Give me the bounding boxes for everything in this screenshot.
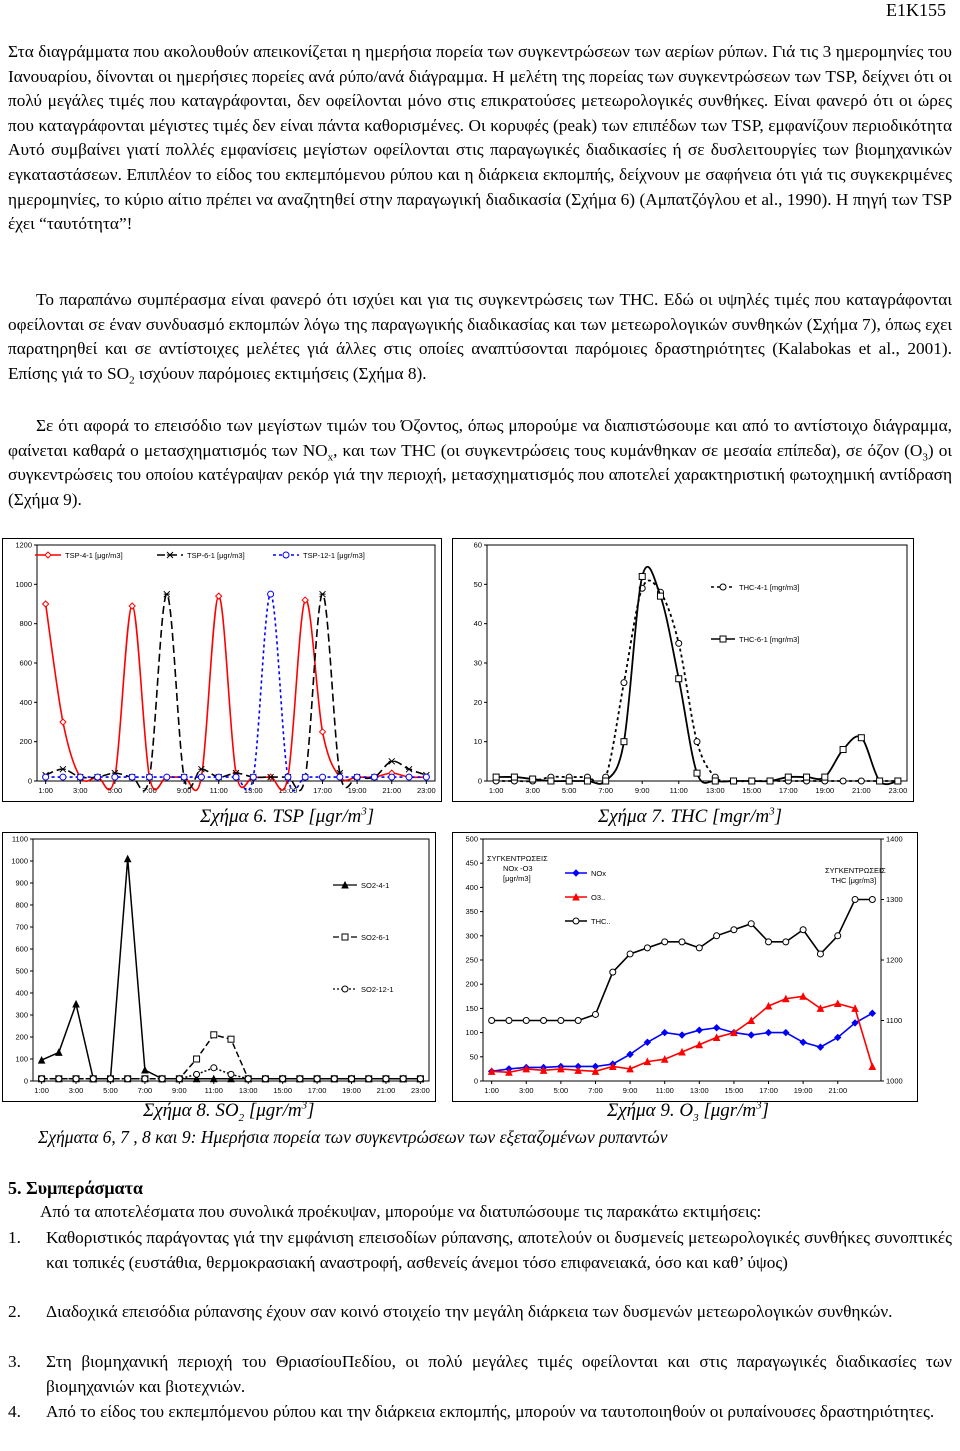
x-tick-label: 5:00 <box>107 786 123 795</box>
data-point <box>610 969 616 975</box>
paragraph-2: Το παραπάνω συμπέρασμα είναι φανερό ότι ισχύει και για τις συγκεντρώσεις των THC. Εδώ οι υψηλές τιμές που καταγράφονται οφείλονται σε έναν συνδυασμό εκπομπών λόγω της παραγωγικής διαδικασίας και των μετεωρολογικών συνθηκών (Σχήμα 7), όπως εχει παρατηρηθεί και σε αντίστοιχες μελέτες γιά άλλες στις οποίες αναπτύσονται παρόμοιες δραστηριότητες (Kalabokas et al., 2001). Επίσης γιά το $SO_2$ ισχύουν παρόμοιες εκτιμήσεις (Σχήμα 8). <box>8 290 952 387</box>
data-point <box>840 778 846 784</box>
data-point <box>869 897 875 903</box>
x-tick-label: 9:00 <box>634 786 650 795</box>
y-tick-label: 1000 <box>15 579 32 589</box>
data-point <box>662 939 668 945</box>
y2-axis-label: ΣΥΓΚΕΝΤΡΩΣΕΙΣ <box>825 866 886 875</box>
y-tick-label: 400 <box>19 697 32 707</box>
legend-label: NOx <box>591 869 606 878</box>
legend-marker <box>283 552 289 558</box>
x-tick-label: 23:00 <box>416 786 436 795</box>
data-point <box>603 778 609 784</box>
x-tick-label: 13:00 <box>238 1086 258 1095</box>
data-point <box>43 774 49 780</box>
data-point <box>621 739 627 745</box>
y-tick-label: 800 <box>19 619 32 629</box>
paragraph-3: Σε ότι αφορά το επεισόδιο των μεγίστων τιμών του Όζοντος, όπως μπορούμε να διαπιστώσουμε και από το αντίστοιχο διάγραμμα, φαίνεται καθαρά ο μετασχηματισμός των $NO_x$, και των THC (οι συγκεντρώσεις τους κυμάνθηκαν σε μεσαία επίπεδα), σε όζον $(O_3)$ οι συγκεντρώσεις του οποίου κατέγραψαν ρεκόρ γιά την περιοχή, μετασχηματισμός που αποτελεί χαρακτηριστική φωτοχημική αντίδραση (Σχήμα 9). <box>8 416 952 509</box>
data-point <box>164 774 170 780</box>
legend-label: THC-4-1 [mgr/m3] <box>739 583 800 592</box>
chart-fig8-so2 <box>2 832 436 1102</box>
data-point <box>749 778 755 784</box>
data-point <box>198 774 204 780</box>
data-point <box>297 1076 303 1082</box>
caption-fig7: Σχήμα 7. THC $[mgr/m^3]$ <box>598 805 782 827</box>
legend-label: THC.. <box>591 917 611 926</box>
y-tick-label: 50 <box>473 579 482 589</box>
data-point <box>804 774 810 780</box>
data-point <box>767 778 773 784</box>
y-tick-label: 600 <box>15 944 28 954</box>
data-point <box>228 1071 234 1077</box>
data-point <box>194 1071 200 1077</box>
y-tick-label: 150 <box>465 1003 478 1013</box>
x-tick-label: 3:00 <box>525 786 540 795</box>
legend-label: TSP-4-1 [μgr/m3] <box>65 551 123 560</box>
data-point <box>766 939 772 945</box>
x-tick-label: 15:00 <box>273 1086 293 1095</box>
y-tick-label: 200 <box>15 1032 28 1042</box>
data-point <box>676 676 682 682</box>
page-code: E1K155 <box>886 0 946 20</box>
paragraph-1: Στα διαγράμματα που ακολουθούν απεικονίζεται η ημερήσια πορεία των συγκεντρώσεων των αερίων ρύπων. Γιά τις 3 ημερομηνίες του Ιανουαρίου, δίνονται οι ημερήσιες πορείες ανά ρύπο/ανά διάγραμμα. Η μελέτη της πορείας των συγκεντρώσεων των TSP, δείχνει ότι οι πολύ μεγάλες τιμές που καταγράφονται, δεν οφείλονται μόνο στις επικρατούσες μετεωρολογικές συνθήκες. Είναι φανερό ότι οι ώρες που καταγράφονται μέγιστες τιμές δεν είναι πάντα καθορισμένες. Οι κορυφές (peak) των επιπέδων των TSP, εμφανίζουν περιοδικότητα Αυτό συμβαίνει γιατί πολλές εμφανίσεις μεγίστων οφείλονται στις παραγωγικές διαδικασίες ή σε δυσλειτουργίες των βιομηχανικών εγκαταστάσεων. Επιπλέον το είδος του εκπεμπόμενου ρύπου και η διάρκεια εκπομπής, δείχνουν με σαφήνεια ότι γιά τις συγκεκριμένες ημερομηνίες, το κύριο αίτιο πρέπει να αναζητηθεί στην παραγωγική διαδικασία (Σχήμα 6) (Αμπατζόγλου et al., 1990). Η πηγή των TSP έχει “ταυτότητα”! <box>8 42 952 234</box>
x-tick-label: 13:00 <box>705 786 725 795</box>
legend-label: TSP-12-1 [μgr/m3] <box>303 551 365 560</box>
y-tick-label: 0 <box>23 1076 28 1086</box>
x-tick-label: 7:00 <box>598 786 614 795</box>
y-tick-label: 1000 <box>11 856 28 866</box>
data-point <box>389 774 395 780</box>
data-point <box>216 774 222 780</box>
section-title: 5. Συμπεράσματα <box>8 1178 143 1198</box>
y-tick-label: 400 <box>15 988 28 998</box>
data-point <box>785 774 791 780</box>
chart-fig7-thc <box>452 538 914 802</box>
x-tick-label: 5:00 <box>561 786 577 795</box>
x-tick-label: 21:00 <box>376 1086 396 1095</box>
y2-tick-label: 1400 <box>886 834 903 844</box>
x-tick-label: 17:00 <box>759 1086 778 1095</box>
list-item: 4. Από το είδος του εκπεμπόμενου ρύπου και την διάρκεια εκπομπής, μπορούν να ταυτοποιηθούν οι ρυπαίνουσες δραστηριότητες. <box>8 1402 935 1421</box>
data-point <box>895 778 901 784</box>
caption-fig6: Σχήμα 6. TSP $[\mu gr/m^3]$ <box>200 805 375 827</box>
data-point <box>679 939 685 945</box>
data-point <box>835 933 841 939</box>
data-point <box>731 927 737 933</box>
chart-fig6-tsp <box>2 538 442 802</box>
y-tick-label: 0 <box>27 776 32 786</box>
data-point <box>125 1076 131 1082</box>
data-point <box>129 774 135 780</box>
legend-marker <box>720 636 726 642</box>
data-point <box>262 1076 268 1082</box>
data-point <box>712 778 718 784</box>
x-tick-label: 13:00 <box>689 1086 709 1095</box>
data-point <box>858 735 864 741</box>
data-point <box>558 1018 564 1024</box>
y-tick-label: 100 <box>15 1054 28 1064</box>
data-point <box>858 778 864 784</box>
x-tick-label: 1:00 <box>484 1086 499 1095</box>
x-tick-label: 15:00 <box>278 786 298 795</box>
data-point <box>731 778 737 784</box>
data-point <box>584 778 590 784</box>
data-point <box>371 774 377 780</box>
data-point <box>302 774 308 780</box>
y-tick-label: 500 <box>465 834 478 844</box>
y-tick-label: 40 <box>473 619 482 629</box>
x-tick-label: 17:00 <box>307 1086 327 1095</box>
data-point <box>107 1076 113 1082</box>
legend-label: SO2-6-1 <box>361 933 390 942</box>
x-tick-label: 19:00 <box>347 786 367 795</box>
data-point <box>245 1076 251 1082</box>
y-tick-label: 200 <box>465 979 478 989</box>
y2-tick-label: 1300 <box>886 895 903 904</box>
y-tick-label: 100 <box>465 1028 478 1038</box>
x-tick-label: 9:00 <box>176 786 192 795</box>
y-tick-label: 500 <box>15 966 28 976</box>
legend-label: O3.. <box>591 893 606 902</box>
data-point <box>176 1076 182 1082</box>
data-point <box>181 774 187 780</box>
x-tick-label: 17:00 <box>313 786 332 795</box>
y-tick-label: 250 <box>465 955 478 965</box>
x-tick-label: 15:00 <box>724 1086 744 1095</box>
plot-area <box>487 545 907 781</box>
data-point <box>511 774 517 780</box>
list-item: 1. Καθοριστικός παράγοντας γιά την εμφάνιση επεισοδίων ρύπανσης, αποτελούν οι δυσμενείς μετεωρολογικές συνθήκες συνοπτικές και τοπικές (ευστάθια, θερμοκρασιακή αναστροφή, ασθενείς άνεμοι τόσο επιφανειακά, όσο και καθ’ ύψος) <box>8 1228 952 1272</box>
data-point <box>314 1076 320 1082</box>
data-point <box>73 1076 79 1082</box>
data-point <box>211 1032 217 1038</box>
data-point <box>800 927 806 933</box>
data-point <box>817 951 823 957</box>
legend-label: SO2-12-1 <box>361 985 394 994</box>
data-point <box>159 1076 165 1082</box>
figures-caption: Σχήματα 6, 7 , 8 και 9: Ημερήσια πορεία των συγκεντρώσεων των εξεταζομένων ρυπαντών <box>38 1127 668 1147</box>
data-point <box>506 1018 512 1024</box>
plot-area <box>33 839 429 1081</box>
legend-marker <box>720 584 726 590</box>
data-point <box>56 1076 62 1082</box>
x-tick-label: 1:00 <box>34 1086 49 1095</box>
data-point <box>142 1076 148 1082</box>
data-point <box>366 1076 372 1082</box>
y-tick-label: 200 <box>19 737 32 747</box>
data-point <box>566 778 572 784</box>
list-item: 2. Διαδοχικά επεισόδια ρύπανσης έχουν σαν κοινό στοιχείο την μεγάλη διάρκεια των δυσμενών μετεωρολογικών συνθηκών. <box>8 1302 893 1321</box>
y-tick-label: 1200 <box>15 540 32 550</box>
data-point <box>644 945 650 951</box>
data-point <box>331 1076 337 1082</box>
data-point <box>39 1076 45 1082</box>
y-tick-label: 50 <box>469 1052 478 1062</box>
data-point <box>822 774 828 780</box>
data-point <box>694 739 700 745</box>
y-tick-label: 60 <box>473 540 482 550</box>
x-tick-label: 1:00 <box>488 786 504 795</box>
y-tick-label: 450 <box>465 858 478 868</box>
x-tick-label: 3:00 <box>72 786 88 795</box>
legend-marker <box>342 986 348 992</box>
x-tick-label: 13:00 <box>243 786 263 795</box>
data-point <box>657 593 663 599</box>
x-tick-label: 9:00 <box>172 1086 187 1095</box>
data-point <box>280 1076 286 1082</box>
x-tick-label: 19:00 <box>342 1086 361 1095</box>
data-point <box>541 1018 547 1024</box>
x-tick-label: 17:00 <box>778 786 798 795</box>
y-tick-label: 1100 <box>11 834 28 844</box>
legend-marker <box>342 934 348 940</box>
data-point <box>146 774 152 780</box>
data-point <box>406 774 412 780</box>
data-point <box>676 640 682 646</box>
y2-tick-label: 1100 <box>886 1016 903 1025</box>
data-point <box>592 1011 598 1017</box>
data-point <box>400 1076 406 1082</box>
x-tick-label: 11:00 <box>209 786 228 795</box>
caption-fig9: Σχήμα 9. $O_3$ $[\mu gr/m^3]$ <box>607 1099 770 1124</box>
caption-fig8: Σχήμα 8. $SO_2$ $[\mu gr/m^3]$ <box>143 1099 315 1124</box>
y-tick-label: 400 <box>465 882 478 892</box>
x-tick-label: 11:00 <box>669 786 688 795</box>
data-point <box>60 774 66 780</box>
chart-fig9-o3 <box>452 832 918 1102</box>
y2-tick-label: 1000 <box>886 1076 903 1086</box>
x-tick-label: 3:00 <box>518 1086 534 1095</box>
x-tick-label: 11:00 <box>655 1086 674 1095</box>
y-tick-label: 800 <box>15 900 28 910</box>
data-point <box>268 591 274 597</box>
x-tick-label: 21:00 <box>382 786 402 795</box>
data-point <box>228 1036 234 1042</box>
x-tick-label: 7:00 <box>137 1086 153 1095</box>
data-point <box>211 1065 217 1071</box>
x-tick-label: 5:00 <box>553 1086 569 1095</box>
data-point <box>383 1076 389 1082</box>
data-point <box>530 776 536 782</box>
data-point <box>354 774 360 780</box>
y-tick-label: 300 <box>15 1010 28 1020</box>
x-tick-label: 15:00 <box>742 786 762 795</box>
data-point <box>694 770 700 776</box>
legend-label: TSP-6-1 [μgr/m3] <box>187 551 245 560</box>
legend-label: THC-6-1 [mgr/m3] <box>739 635 800 644</box>
y2-axis-label: THC [μgr/m3] <box>831 876 877 885</box>
y-tick-label: 700 <box>15 922 28 932</box>
data-point <box>349 1076 355 1082</box>
list-item: 3. Στη βιομηχανική περιοχή του ΘριασίουΠεδίου, οι πολύ μεγάλες τιμές οφείλονται και στις παραγωγικές διαδικασίες των βιομηχανιών και βιοτεχνιών. <box>8 1352 952 1396</box>
data-point <box>523 1018 529 1024</box>
x-tick-label: 19:00 <box>793 1086 813 1095</box>
data-point <box>639 573 645 579</box>
data-point <box>285 774 291 780</box>
data-point <box>90 1076 96 1082</box>
legend-label: SO2-4-1 <box>361 881 390 890</box>
data-point <box>194 1056 200 1062</box>
data-point <box>493 774 499 780</box>
data-point <box>489 1018 495 1024</box>
y-tick-label: 0 <box>477 776 482 786</box>
data-point <box>548 778 554 784</box>
data-point <box>337 774 343 780</box>
data-point <box>748 921 754 927</box>
x-tick-label: 11:00 <box>204 1086 223 1095</box>
data-point <box>112 774 118 780</box>
x-tick-label: 23:00 <box>888 786 908 795</box>
data-point <box>77 774 83 780</box>
x-tick-label: 1:00 <box>38 786 53 795</box>
data-point <box>621 680 627 686</box>
y-tick-label: 300 <box>465 931 478 941</box>
data-point <box>250 774 256 780</box>
data-point <box>840 747 846 753</box>
legend-marker <box>573 918 579 924</box>
y-tick-label: 900 <box>15 878 28 888</box>
data-point <box>95 774 101 780</box>
data-point <box>852 897 858 903</box>
data-point <box>627 951 633 957</box>
plot-area <box>37 545 435 781</box>
data-point <box>423 774 429 780</box>
data-point <box>783 939 789 945</box>
x-tick-label: 21:00 <box>851 786 871 795</box>
x-tick-label: 19:00 <box>815 786 835 795</box>
x-tick-label: 21:00 <box>828 1086 848 1095</box>
y-tick-label: 350 <box>465 907 478 917</box>
y-tick-label: 20 <box>473 697 482 707</box>
data-point <box>696 945 702 951</box>
data-point <box>233 774 239 780</box>
y2-tick-label: 1200 <box>886 955 903 965</box>
x-tick-label: 7:00 <box>142 786 157 795</box>
y-tick-label: 600 <box>19 658 32 668</box>
y-axis-label: [μgr/m3] <box>503 874 531 883</box>
x-tick-label: 5:00 <box>103 1086 118 1095</box>
data-point <box>877 778 883 784</box>
data-point <box>417 1076 423 1082</box>
x-tick-label: 7:00 <box>588 1086 603 1095</box>
x-tick-label: 9:00 <box>622 1086 638 1095</box>
section-intro: Από τα αποτελέσματα που συνολικά προέκυψαν, μπορούμε να διατυπώσουμε τις παρακάτω εκτιμήσεις: <box>40 1202 762 1221</box>
x-tick-label: 3:00 <box>68 1086 84 1095</box>
x-tick-label: 23:00 <box>411 1086 430 1095</box>
data-point <box>320 774 326 780</box>
data-point <box>575 1018 581 1024</box>
y-tick-label: 10 <box>473 737 482 747</box>
y-tick-label: 0 <box>473 1076 478 1086</box>
y-axis-label: NOx -O3 <box>503 864 533 873</box>
y-axis-label: ΣΥΓΚΕΝΤΡΩΣΕΙΣ <box>487 854 548 863</box>
data-point <box>714 933 720 939</box>
y-tick-label: 30 <box>473 658 482 668</box>
